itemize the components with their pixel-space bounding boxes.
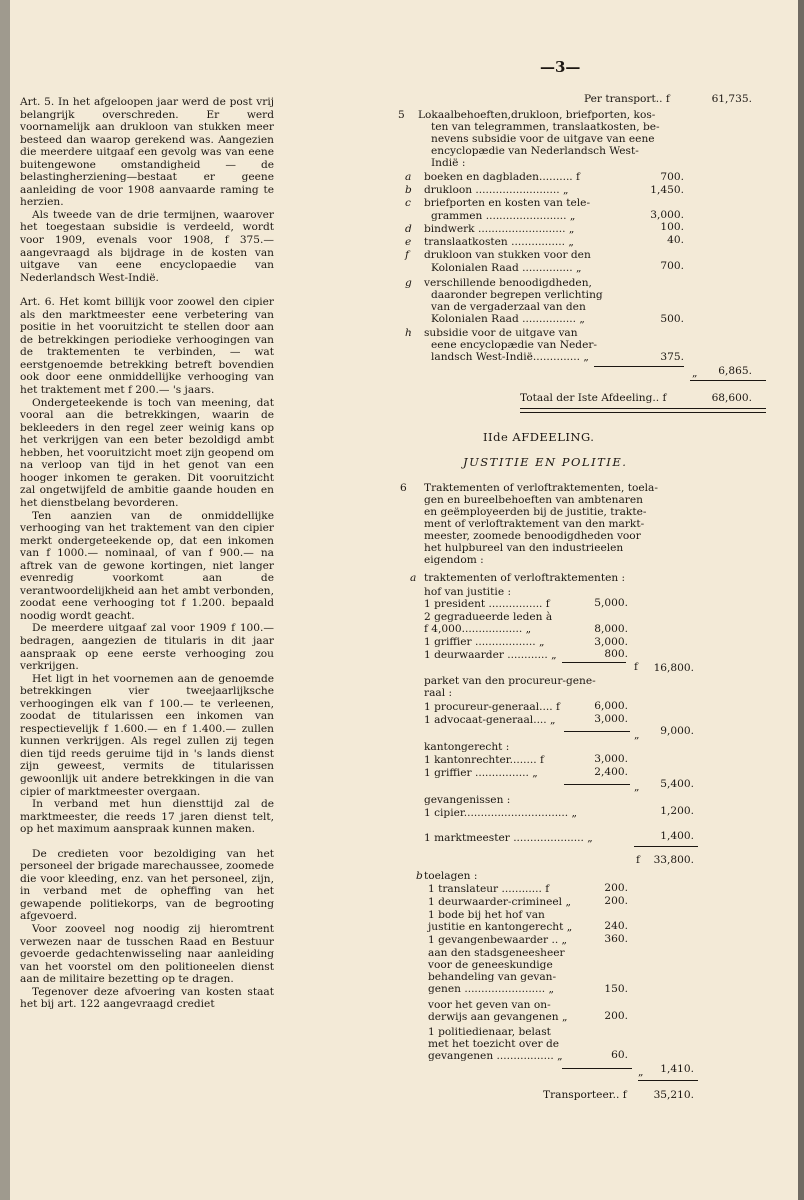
subtotal-sign: f [636,854,640,866]
subtotal-sign: „ [692,367,698,379]
amount: 200. [604,895,628,907]
art5-item-h-cont: eene encyclopædie van Neder- [431,339,597,351]
art5-item-h: subsidie voor de uitgave van [424,327,578,339]
paragraph: De credieten voor bezoldiging van het personeel der brigade marechaussee, zoomede die voor kleeding, enz. van het personeel, zijn, in verband met de opheffing van het gewapende politiekorps, van de begrooting afgevoerd. [20,847,274,923]
amount: 700. [660,260,684,272]
totaal-label: Totaal der Iste Afdeeling.. f [520,392,667,404]
amount: 1,450. [650,184,684,196]
paragraph: Het ligt in het voornemen aan de genoemde betrekkingen vier tweejaarlijksche verhoogingen elk van f 100.— te verleenen, zoodat de titularissen een inkomen van respectievelijk f 1.600.— en f 1.400.— zullen kunnen verkrijgen. Als regel zullen zij tegen dien tijd reeds geruime tijd in 's lands dienst zijn geweest, vermits de titularissen gewoonlijk uit andere betrekkingen in die van cipier of marktmeester overgaan. [20,672,274,798]
toelage-item-cont: gevangenen ................. „ [428,1050,563,1062]
parket-item: 1 advocaat-generaal.... „ [424,714,556,726]
kanton-item: 1 griffier ................ „ [424,767,538,779]
section-subheading: JUSTITIE EN POLITIE. [463,455,628,469]
art6-line: het hulpbureel van den industrieelen [424,542,624,554]
paragraph: De meerdere uitgaaf zal voor 1909 f 100.— bedragen, aangezien de titularis in dit jaar aanspraak op eene eerste verhooging zou verkrijgen. [20,622,274,673]
rule [562,1068,632,1069]
toelage-item: aan den stadsgeneesheer [428,947,565,959]
rule [564,731,630,732]
amount: 2,400. [594,766,628,778]
per-transport-label: Per transport.. f [584,93,670,105]
art5-number: 5 [398,109,405,121]
amount: 8,000. [594,623,628,635]
art6-line: meester, zoomede benoodigdheden voor [424,530,641,542]
hof-item: 2 gegradueerde leden à [424,611,553,623]
toelage-item-cont: voor de geneeskundige [428,959,553,971]
item-letter: b [405,184,412,196]
b-total: 1,410. [660,1063,694,1075]
transporteer-label: Transporteer.. f [543,1089,627,1101]
hof-item: 1 griffier .................. „ [424,636,545,648]
art5-item-f-cont: Kolonialen Raad ............... „ [431,262,582,274]
hof-heading: hof van justitie : [424,586,512,598]
subtotal-sign: „ [634,781,640,793]
cipier-item: 1 cipier............................... „ [424,807,578,819]
paragraph-art6: Art. 6. Het komt billijk voor zoowel den cipier als den marktmeester eene verbetering van positie in het vooruitzicht te stellen door aan de betrekkingen periodieke verhoogingen van de traktementen te verbinden, — wat eerstgenoemde betrekking betreft bovendien ook door eene onmiddellijke verhooging van het traktement met f 200.— 's jaars. [20,296,274,397]
rule [564,784,630,785]
per-transport-amount: 61,735. [711,93,752,105]
item-letter: h [405,327,412,339]
kanton-total: 5,400. [660,778,694,790]
art5-line: ten van telegrammen, translaatkosten, be- [431,121,660,133]
art5-item-d: bindwerk .......................... „ [424,223,575,235]
art6-line: en geëmployeerden bij de justitie, trakte- [424,506,647,518]
subtotal-sign: „ [638,1066,644,1078]
rule [638,1080,698,1081]
hof-total: 16,800. [653,662,694,674]
amount: 60. [611,1049,628,1061]
amount: 3,000. [594,636,628,648]
toelage-item-cont: genen ........................ „ [428,983,555,995]
amount: 200. [604,882,628,894]
left-column [20,96,274,1011]
amount: 3,000. [594,753,628,765]
hof-item: 1 president ................ f [424,598,550,610]
paragraph: Tegenover deze afvoering van kosten staat het bij art. 122 aangevraagd crediet [20,985,274,1011]
toelage-item: 1 gevangenbewaarder .. „ [428,934,568,946]
toelage-item-cont: behandeling van gevan- [428,971,557,983]
item-letter: f [405,249,409,261]
rule [594,366,684,367]
rule [690,380,766,381]
art5-item-b: drukloon ......................... „ [424,184,569,196]
paragraph: In verband met hun diensttijd zal de marktmeester, die reeds 17 jaren dienst telt, op het maximum aanspraak kunnen maken. [20,798,274,836]
item-letter: e [405,236,412,248]
toelage-item: 1 deurwaarder-crimineel „ [428,896,571,908]
toelage-item-cont: derwijs aan gevangenen „ [428,1011,568,1023]
art5-subtotal: 6,865. [718,365,752,377]
art5-item-c-cont: grammen ........................ „ [431,210,576,222]
toelage-item: 1 translateur ............ f [428,883,550,895]
item-letter: g [405,277,412,289]
subtotal-sign: „ [634,729,640,741]
amount: 1,400. [660,830,694,842]
transporteer-amount: 35,210. [653,1089,694,1101]
art5-item-e: translaatkosten ................ „ [424,236,574,248]
toelage-item-cont: justitie en kantongerecht „ [428,921,573,933]
item-letter: a [405,171,412,183]
amount: 800. [604,648,628,660]
art6-line: Traktementen of verloftraktementen, toela- [424,482,658,494]
section-heading: IIde AFDEELING. [483,430,595,444]
art5-item-f: drukloon van stukken voor den [424,249,591,261]
paragraph: Als tweede van de drie termijnen, waarover het toegestaan subsidie is verdeeld, wordt voor 1909, evenals voor 1908, f 375.— aangevraagd als bijdrage in de kosten van uitgave van eene encyclopaedie van Nederlandsch West-Indië. [20,208,274,284]
art5-item-h-cont: landsch West-Indië.............. „ [431,351,589,363]
art6-number: 6 [400,482,407,494]
art6-line: ment of verloftraktement van den markt- [424,518,645,530]
art6-line: eigendom : [424,554,484,566]
parket-heading: parket van den procureur-gene- [424,675,596,687]
page-number: —3— [540,58,581,76]
toelage-item: voor het geven van on- [428,999,551,1011]
item-letter: c [405,197,411,209]
kanton-heading: kantongerecht : [424,741,510,753]
art6-line: gen en bureelbehoeften van ambtenaren [424,494,643,506]
art5-line: Indië : [431,157,466,169]
toelage-item: 1 politiedienaar, belast [428,1026,551,1038]
art6-a-heading: traktementen of verloftraktementen : [424,572,626,584]
paragraph: Ten aanzien van de onmiddellijke verhooging van het traktement van den cipier merkt ondergeteekende op, dat een inkomen van f 1000.— nominaal, of van f 900.— na aftrek van de gewone kortingen, niet langer evenredig voorkomt aan de verantwoordelijkheid aan het ambt verbonden, zoodat eene verhooging tot f 1.200. bepaald noodig wordt geacht. [20,509,274,622]
amount: 40. [667,234,684,246]
art5-item-g-cont: Kolonialen Raad ................ „ [431,313,585,325]
amount: 6,000. [594,700,628,712]
amount: 5,000. [594,597,628,609]
art5-line: encyclopædie van Nederlandsch West- [431,145,639,157]
item-letter: a [410,572,417,584]
toelagen-heading: toelagen : [424,870,478,882]
amount: 1,200. [660,805,694,817]
amount: 200. [604,1010,628,1022]
amount: 375. [660,351,684,363]
rule [634,846,698,847]
amount: 3,000. [594,713,628,725]
art5-item-c: briefporten en kosten van tele- [424,197,591,209]
art5-item-g-cont: daaronder begrepen verlichting [431,289,603,301]
paragraph: Voor zooveel nog noodig zij hieromtrent verwezen naar de tusschen Raad en Bestuur gevoerde gedachtenwisseling naar aanleiding van het voorstel om den politioneelen dienst aan de militaire bezetting op te dragen. [20,923,274,986]
subtotal-sign: f [634,661,638,673]
hof-item: 1 deurwaarder ............ „ [424,649,557,661]
parket-item: 1 procureur-generaal.... f [424,701,560,713]
paragraph: Ondergeteekende is toch van meening, dat vooral aan die betrekkingen, waarin de bekleeders in den regel zeer weinig kans op het verkrijgen van een beter bezoldigd ambt hebben, het vooruitzicht moet zijn geopend om na verloop van tijd in het genot van een hooger inkomen te geraken. Dit vooruitzicht zal ongetwijfeld de ambitie gaande houden en het dienstbelang bevorderen. [20,396,274,509]
item-letter: d [405,223,412,235]
item-letter: b [416,870,423,882]
parket-heading-cont: raal : [424,687,453,699]
art5-item-g: verschillende benoodigdheden, [424,277,592,289]
toelage-item: 1 bode bij het hof van [428,909,545,921]
amount: 3,000. [650,209,684,221]
kanton-item: 1 kantonrechter........ f [424,754,544,766]
paragraph-art5: Art. 5. In het afgeloopen jaar werd de post vrij belangrijk overschreden. Er werd voornamelijk aan drukloon van stukken meer besteed dan waarop gerekend was. Aangezien die meerdere uitgaaf een gevolg was van eene buitengewone omstandigheid — de belastingherziening—bestaat er geene aanleiding de voor 1908 aanvaarde raming te herzien. [20,96,274,209]
amount: 700. [660,171,684,183]
totaal-amount: 68,600. [711,392,752,404]
marktmeester-item: 1 marktmeester ..................... „ [424,832,593,844]
amount: 500. [660,313,684,325]
amount: 360. [604,933,628,945]
art5-item-g-cont: van de vergaderzaal van den [431,301,586,313]
art5-item-a: boeken en dagbladen.......... f [424,171,580,183]
amount: 100. [660,221,684,233]
parket-total: 9,000. [660,725,694,737]
hof-item: f 4,000.................. „ [424,623,532,635]
amount: 240. [604,920,628,932]
gevangenissen-heading: gevangenissen : [424,794,511,806]
art5-line: nevens subsidie voor de uitgave van eene [431,133,655,145]
a-total: 33,800. [653,854,694,866]
toelage-item-cont: met het toezicht over de [428,1038,560,1050]
scan-edge-left [0,0,10,1200]
scan-edge-right [798,0,804,1200]
amount: 150. [604,983,628,995]
art5-line: Lokaalbehoeften,drukloon, briefporten, kos- [418,109,656,121]
double-rule [520,408,766,413]
rule [562,662,626,663]
